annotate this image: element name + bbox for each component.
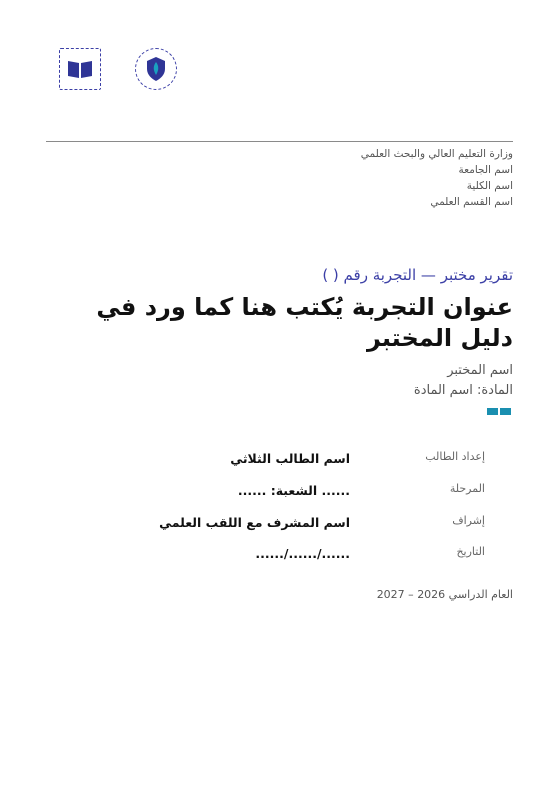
- institution-block: [213, 146, 513, 210]
- date-value: ....../....../......: [255, 546, 350, 561]
- course-name: المادة: اسم المادة: [413, 383, 513, 398]
- accent-mark: [487, 408, 498, 415]
- university-logo-placeholder: [59, 48, 101, 90]
- prepared-by-value: اسم الطالب الثلاثي: [230, 451, 350, 466]
- university-name: اسم الجامعة: [458, 164, 513, 176]
- lab-name: اسم المختبر: [447, 363, 513, 378]
- accent-mark: [500, 408, 511, 415]
- ministry-name: وزارة التعليم العالي والبحث العلمي: [360, 148, 513, 160]
- open-book-icon: [66, 58, 94, 80]
- supervisor-label: إشراف: [452, 514, 485, 527]
- shield-emblem-icon: [145, 56, 167, 82]
- stage-label: المرحلة: [449, 482, 485, 495]
- college-seal-placeholder: [135, 48, 177, 90]
- stage-value: ...... الشعبة: ......: [237, 483, 350, 498]
- academic-year: العام الدراسي 2026 – 2027: [376, 588, 513, 601]
- report-subtitle: تقرير مختبر — التجربة رقم ( ): [322, 266, 513, 284]
- prepared-by-label: إعداد الطالب: [425, 450, 485, 463]
- supervisor-value: اسم المشرف مع اللقب العلمي: [159, 515, 350, 530]
- date-label: التاريخ: [456, 545, 485, 558]
- college-name: اسم الكلية: [466, 180, 513, 192]
- header-divider: [46, 141, 513, 142]
- department-name: اسم القسم العلمي: [430, 196, 513, 208]
- experiment-title: عنوان التجربة يُكتب هنا كما ورد في دليل المختبر: [96, 293, 513, 352]
